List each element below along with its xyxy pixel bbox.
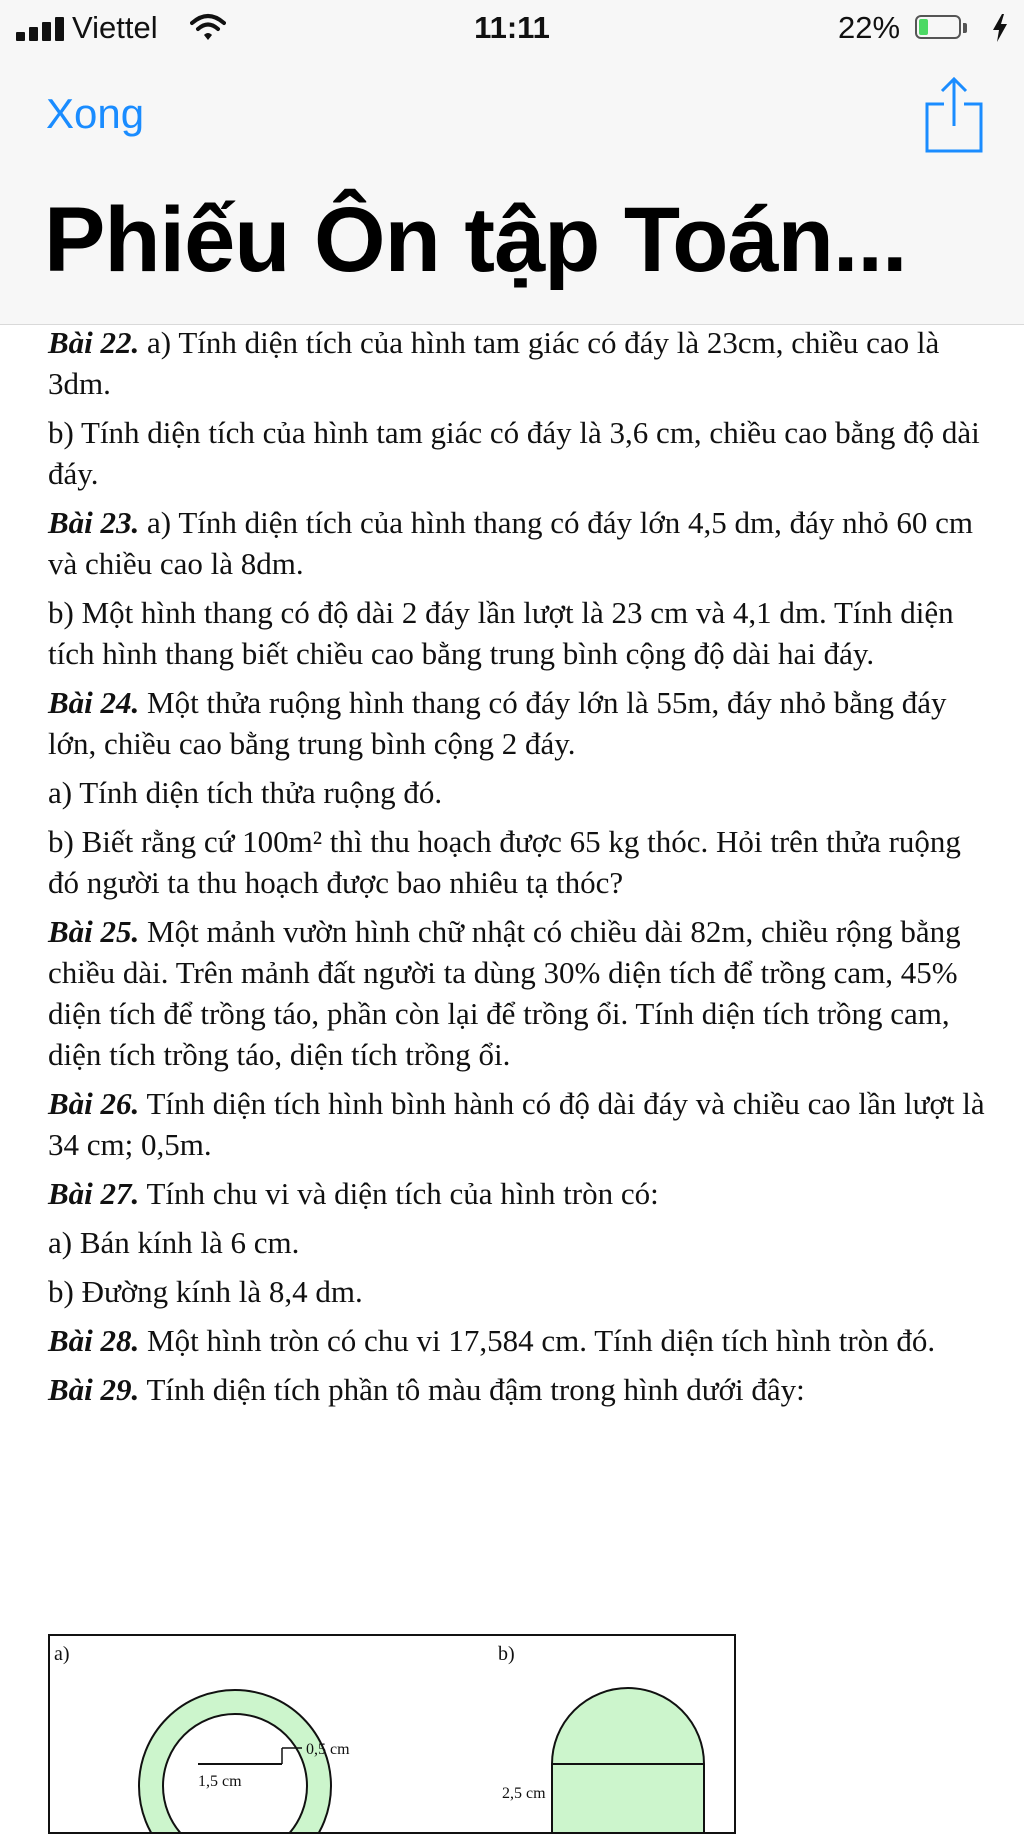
done-button[interactable]: Xong (46, 90, 145, 137)
charging-bolt-icon (990, 13, 1010, 43)
dim-inner-label: 1,5 cm (198, 1773, 242, 1790)
dim-b-label: 2,5 cm (502, 1785, 546, 1802)
document-title: Phiếu Ôn tập Toán... (44, 189, 907, 291)
problem-27: Bài 27. Tính chu vi và diện tích của hình tròn có: (48, 1176, 659, 1211)
problem-22b: b) Tính diện tích của hình tam giác có đáy là 3,6 cm, chiều cao bằng độ dài đáy. (48, 415, 980, 491)
problem-23a: Bài 23. a) Tính diện tích của hình thang có đáy lớn 4,5 dm, đáy nhỏ 60 cm và chiều cao là 8dm. (48, 505, 973, 581)
battery-icon (915, 15, 961, 39)
dim-outer-label: 0,5 cm (306, 1741, 350, 1758)
problem-29-figure (48, 1634, 736, 1834)
figure-label-b: b) (498, 1643, 515, 1665)
nav-bar (0, 56, 1024, 325)
problem-23b: b) Một hình thang có độ dài 2 đáy lần lượt là 23 cm và 4,1 dm. Tính diện tích hình thang biết chiều cao bằng trung bình cộng độ dài hai đáy. (48, 595, 954, 671)
problem-28: Bài 28. Một hình tròn có chu vi 17,584 cm. Tính diện tích hình tròn đó. (48, 1323, 936, 1358)
problem-24: Bài 24. Một thửa ruộng hình thang có đáy lớn là 55m, đáy nhỏ bằng đáy lớn, chiều cao bằng trung bình cộng 2 đáy. (48, 685, 947, 761)
battery-percent: 22% (838, 10, 901, 45)
figure-label-a: a) (54, 1643, 70, 1665)
battery-cap (963, 23, 967, 33)
battery-level-fill (919, 19, 928, 35)
problem-27a: a) Bán kính là 6 cm. (48, 1225, 300, 1260)
problem-24a: a) Tính diện tích thửa ruộng đó. (48, 775, 443, 810)
status-bar (0, 0, 1024, 56)
problem-27b: b) Đường kính là 8,4 dm. (48, 1274, 363, 1309)
problem-29: Bài 29. Tính diện tích phần tô màu đậm trong hình dưới đây: (48, 1372, 805, 1407)
share-icon[interactable] (924, 76, 984, 154)
clock: 11:11 (474, 10, 550, 45)
problem-22a: Bài 22. a) Tính diện tích của hình tam giác có đáy là 23cm, chiều cao là 3dm. (48, 325, 940, 401)
document-content[interactable] (48, 322, 988, 1418)
problem-26: Bài 26. Tính diện tích hình bình hành có độ dài đáy và chiều cao lần lượt là 34 cm; 0,5m. (48, 1086, 985, 1162)
problem-25: Bài 25. Một mảnh vườn hình chữ nhật có chiều dài 82m, chiều rộng bằng chiều dài. Trên mảnh đất người ta dùng 30% diện tích để trồng cam, 45% diện tích để trồng táo, phần còn lại để trồng ổi. Tính diện tích trồng cam, diện tích trồng táo, diện tích trồng ổi. (48, 914, 961, 1072)
dome-shape (552, 1688, 704, 1832)
carrier-name: Viettel (72, 10, 158, 45)
problem-24b: b) Biết rằng cứ 100m² thì thu hoạch được 65 kg thóc. Hỏi trên thửa ruộng đó người ta thu hoạch được bao nhiêu tạ thóc? (48, 824, 961, 900)
